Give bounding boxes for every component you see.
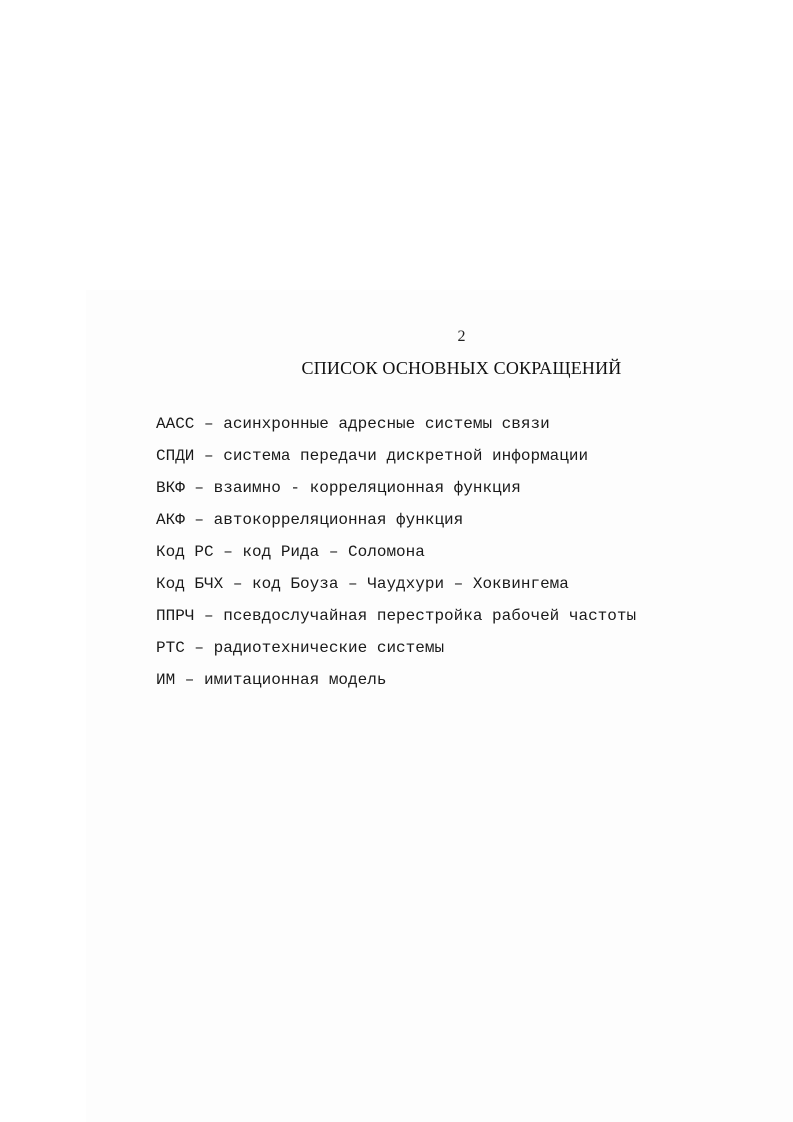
list-item: АКФ – автокорреляционная функция: [156, 511, 464, 529]
list-item: ППРЧ – псевдослучайная перестройка рабочей частоты: [156, 607, 637, 625]
list-item: ВКФ – взаимно - корреляционная функция: [156, 479, 521, 497]
list-item: Код БЧХ – код Боуза – Чаудхури – Хоквингема: [156, 575, 569, 593]
abbreviation-list: [156, 413, 636, 701]
list-item: РТС – радиотехнические системы: [156, 639, 445, 657]
list-item: ИМ – имитационная модель: [156, 671, 387, 689]
list-item: ААСС – асинхронные адресные системы связи: [156, 415, 550, 433]
page-number: 2: [457, 328, 466, 345]
list-item: Код РС – код Рида – Соломона: [156, 543, 425, 561]
list-item: СПДИ – система передачи дискретной информации: [156, 447, 589, 465]
page-title: СПИСОК ОСНОВНЫХ СОКРАЩЕНИЙ: [301, 358, 622, 378]
